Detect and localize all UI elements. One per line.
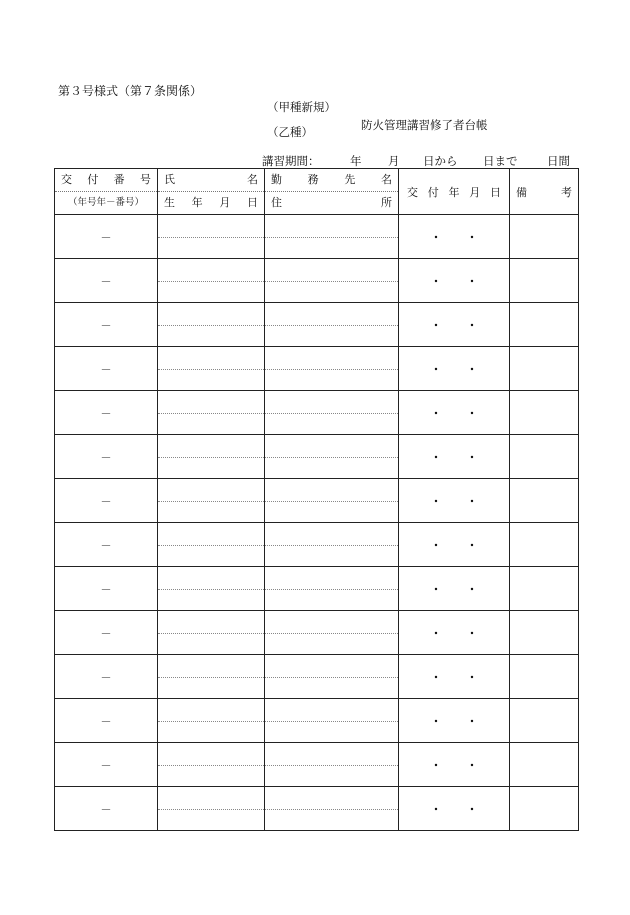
name-birthdate-cell[interactable]: [158, 655, 265, 699]
workplace-address-cell[interactable]: [265, 699, 399, 743]
issue-date-cell[interactable]: ・ ・: [399, 523, 510, 567]
workplace-address-cell[interactable]: [265, 787, 399, 831]
workplace-address-cell[interactable]: [265, 611, 399, 655]
course-type-second: （乙種）: [267, 125, 313, 139]
issue-number-cell[interactable]: －: [55, 699, 158, 743]
name-birthdate-cell[interactable]: [158, 523, 265, 567]
issue-date-cell[interactable]: ・ ・: [399, 347, 510, 391]
name-birthdate-cell[interactable]: [158, 435, 265, 479]
remarks-cell[interactable]: [510, 435, 579, 479]
issue-date-cell[interactable]: ・ ・: [399, 259, 510, 303]
issue-date-cell[interactable]: ・ ・: [399, 303, 510, 347]
form-number-label: 第３号様式（第７条関係）: [58, 84, 203, 98]
name-birthdate-cell[interactable]: [158, 347, 265, 391]
name-birthdate-cell[interactable]: [158, 567, 265, 611]
name-heading: 氏 名: [158, 169, 264, 192]
remarks-cell[interactable]: [510, 567, 579, 611]
remarks-cell[interactable]: [510, 523, 579, 567]
issue-date-cell[interactable]: ・ ・: [399, 567, 510, 611]
issue-date-cell[interactable]: ・ ・: [399, 479, 510, 523]
workplace-address-cell[interactable]: [265, 655, 399, 699]
remarks-cell[interactable]: [510, 611, 579, 655]
workplace-address-cell[interactable]: [265, 743, 399, 787]
name-birthdate-cell[interactable]: [158, 787, 265, 831]
remarks-cell[interactable]: [510, 743, 579, 787]
header-issue-number: [55, 169, 158, 215]
ledger-row: [55, 391, 579, 435]
ledger-row: [55, 479, 579, 523]
name-birthdate-cell[interactable]: [158, 611, 265, 655]
workplace-address-cell[interactable]: [265, 567, 399, 611]
issue-date-cell[interactable]: ・ ・: [399, 743, 510, 787]
ledger-row: [55, 699, 579, 743]
issue-number-cell[interactable]: －: [55, 391, 158, 435]
issue-number-cell[interactable]: －: [55, 435, 158, 479]
ledger-row: [55, 787, 579, 831]
issue-number-cell[interactable]: －: [55, 479, 158, 523]
ledger-row: [55, 435, 579, 479]
remarks-cell[interactable]: [510, 479, 579, 523]
period-from: 日から: [423, 154, 458, 168]
header-row: [55, 169, 579, 215]
period-year: 年: [350, 154, 362, 168]
workplace-address-cell[interactable]: [265, 259, 399, 303]
issue-date-cell[interactable]: ・ ・: [399, 699, 510, 743]
name-birthdate-cell[interactable]: [158, 303, 265, 347]
workplace-address-cell[interactable]: [265, 435, 399, 479]
workplace-heading: 勤 務 先 名: [265, 169, 398, 192]
name-birthdate-cell[interactable]: [158, 215, 265, 259]
remarks-cell[interactable]: [510, 347, 579, 391]
remarks-cell[interactable]: [510, 259, 579, 303]
name-birthdate-cell[interactable]: [158, 479, 265, 523]
remarks-cell[interactable]: [510, 215, 579, 259]
workplace-address-cell[interactable]: [265, 391, 399, 435]
workplace-address-cell[interactable]: [265, 479, 399, 523]
course-type-new: （甲種新規）: [267, 100, 336, 114]
issue-number-cell[interactable]: －: [55, 787, 158, 831]
address-heading: 住 所: [271, 196, 392, 209]
workplace-address-cell[interactable]: [265, 303, 399, 347]
name-birthdate-cell[interactable]: [158, 391, 265, 435]
issue-date-cell[interactable]: ・ ・: [399, 655, 510, 699]
ledger-row: [55, 215, 579, 259]
ledger-row: [55, 347, 579, 391]
issue-number-cell[interactable]: －: [55, 567, 158, 611]
ledger-row: [55, 523, 579, 567]
issue-number-heading: 交 付 番 号: [55, 169, 157, 192]
ledger-row: [55, 743, 579, 787]
birthdate-heading: 生 年 月 日: [164, 196, 258, 209]
ledger-row: [55, 567, 579, 611]
workplace-address-cell[interactable]: [265, 523, 399, 567]
period-until: 日まで: [483, 154, 518, 168]
remarks-cell[interactable]: [510, 655, 579, 699]
name-birthdate-cell[interactable]: [158, 699, 265, 743]
issue-number-cell[interactable]: －: [55, 743, 158, 787]
issue-number-cell[interactable]: －: [55, 655, 158, 699]
issue-date-cell[interactable]: ・ ・: [399, 787, 510, 831]
name-birthdate-cell[interactable]: [158, 743, 265, 787]
issue-number-cell[interactable]: －: [55, 523, 158, 567]
header-workplace-address: [265, 169, 399, 215]
header-remarks: 備 考: [510, 169, 579, 215]
workplace-address-cell[interactable]: [265, 215, 399, 259]
issue-number-cell[interactable]: －: [55, 259, 158, 303]
period-label: 講習期間：: [262, 154, 320, 168]
ledger-row: [55, 611, 579, 655]
remarks-cell[interactable]: [510, 391, 579, 435]
ledger-row: [55, 655, 579, 699]
workplace-address-cell[interactable]: [265, 347, 399, 391]
ledger-row: [55, 259, 579, 303]
issue-number-cell[interactable]: －: [55, 303, 158, 347]
issue-number-cell[interactable]: －: [55, 347, 158, 391]
name-birthdate-cell[interactable]: [158, 259, 265, 303]
issue-number-format: （年号年－番号）: [67, 197, 144, 208]
remarks-cell[interactable]: [510, 787, 579, 831]
issue-date-cell[interactable]: ・ ・: [399, 391, 510, 435]
remarks-cell[interactable]: [510, 699, 579, 743]
issue-date-cell[interactable]: ・ ・: [399, 435, 510, 479]
document-title: 防火管理講習修了者台帳: [361, 118, 488, 132]
header-name-birthdate: [158, 169, 265, 215]
issue-number-cell[interactable]: －: [55, 611, 158, 655]
issue-date-cell[interactable]: ・ ・: [399, 611, 510, 655]
ledger-row: [55, 303, 579, 347]
period-days: 日間: [547, 154, 570, 168]
header-issue-date: 交 付 年 月 日: [399, 169, 510, 215]
issue-number-cell[interactable]: －: [55, 215, 158, 259]
period-month: 月: [388, 154, 400, 168]
course-period-row: [262, 153, 582, 169]
remarks-cell[interactable]: [510, 303, 579, 347]
ledger-body: [55, 215, 579, 831]
ledger-table: [54, 168, 579, 831]
issue-date-cell[interactable]: ・ ・: [399, 215, 510, 259]
